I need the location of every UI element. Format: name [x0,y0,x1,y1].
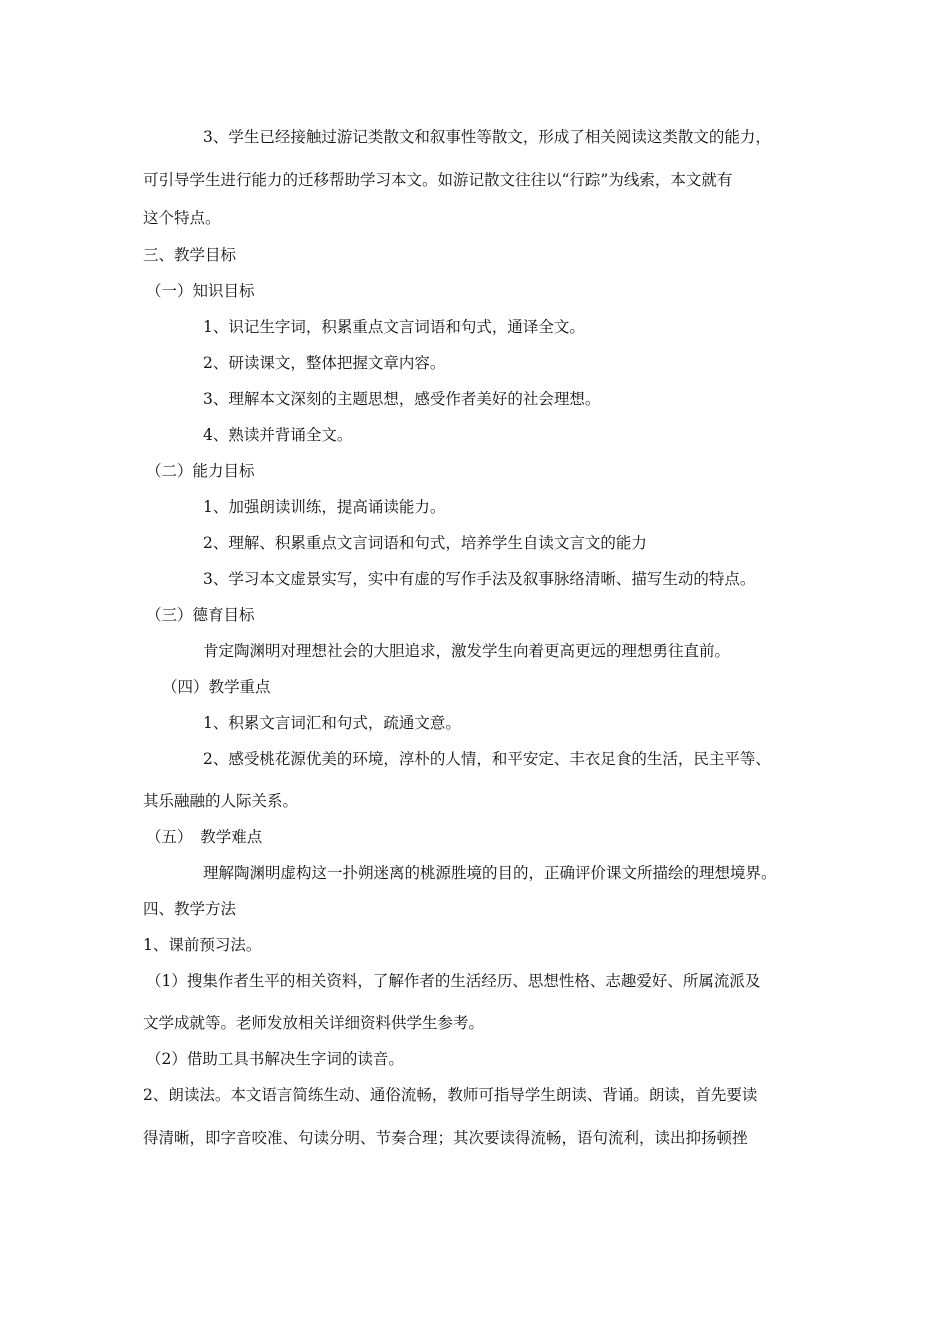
subsection-heading: （一）知识目标 [146,282,255,300]
list-item: 4、熟读并背诵全文。 [203,426,353,444]
list-item: 3、理解本文深刻的主题思想，感受作者美好的社会理想。 [203,390,601,408]
list-item: 1、课前预习法。 [143,936,262,954]
list-item: 3、学习本文虚景实写，实中有虚的写作手法及叙事脉络清晰、描写生动的特点。 [203,570,756,588]
paragraph-line: 文学成就等。老师发放相关详细资料供学生参考。 [143,1014,485,1032]
paragraph-line: 这个特点。 [143,209,221,227]
section-heading: 四、教学方法 [143,900,237,918]
list-item: 2、理解、积累重点文言词语和句式，培养学生自读文言文的能力 [203,534,647,552]
list-item: （2）借助工具书解决生字词的读音。 [146,1050,404,1068]
paragraph-line: 2、朗读法。本文语言简练生动、通俗流畅，教师可指导学生朗读、背诵。朗读，首先要读 [143,1086,758,1104]
paragraph-line: 可引导学生进行能力的迁移帮助学习本文。如游记散文往往以“行踪”为线索，本文就有 [143,171,733,189]
paragraph-line: 得清晰，即字音咬准、句读分明、节奏合理；其次要读得流畅，语句流利，读出抑扬顿挫 [143,1129,748,1147]
list-item: 1、加强朗读训练，提高诵读能力。 [203,498,446,516]
list-item: 1、识记生字词，积累重点文言词语和句式，通译全文。 [203,318,585,336]
list-item: （1）搜集作者生平的相关资料，了解作者的生活经历、思想性格、志趣爱好、所属流派及 [146,972,761,990]
paragraph-line: 肯定陶渊明对理想社会的大胆追求，激发学生向着更高更远的理想勇往直前。 [203,642,731,660]
subsection-heading: （四）教学重点 [162,678,271,696]
list-item: 1、积累文言词汇和句式，疏通文意。 [203,714,461,732]
paragraph-line: 其乐融融的人际关系。 [143,792,299,810]
section-heading: 三、教学目标 [143,246,237,264]
paragraph-line: 3、学生已经接触过游记类散文和叙事性等散文，形成了相关阅读这类散文的能力， [203,128,771,146]
subsection-heading: （二）能力目标 [146,462,255,480]
paragraph-line: 理解陶渊明虚构这一扑朔迷离的桃源胜境的目的，正确评价课文所描绘的理想境界。 [203,864,777,882]
subsection-heading: （五） 教学难点 [146,828,263,846]
subsection-heading: （三）德育目标 [146,606,255,624]
list-item: 2、感受桃花源优美的环境，淳朴的人情，和平安定、丰衣足食的生活，民主平等、 [203,750,771,768]
list-item: 2、研读课文，整体把握文章内容。 [203,354,446,372]
